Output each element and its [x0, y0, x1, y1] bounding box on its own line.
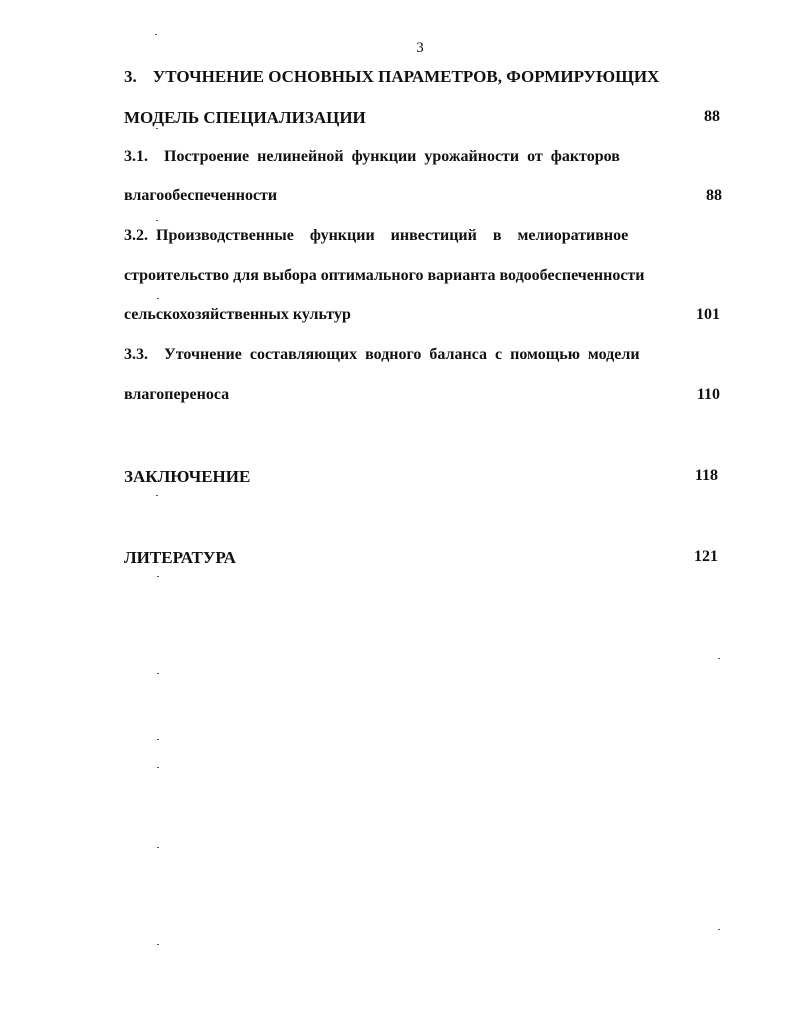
toc-section-3-2-line2[interactable] [124, 267, 645, 285]
toc-literature[interactable] [124, 548, 236, 568]
toc-conclusion-page: 118 [694, 467, 718, 484]
toc-conclusion[interactable] [124, 467, 250, 487]
toc-conclusion-title: ЗАКЛЮЧЕНИЕ [124, 467, 251, 486]
toc-chapter-3-number: 3. [124, 67, 137, 86]
scan-speck [718, 658, 720, 659]
toc-section-3-3-line1[interactable] [124, 346, 640, 364]
scan-speck [157, 576, 159, 577]
toc-section-3-2-page: 101 [696, 306, 720, 323]
scan-speck [157, 298, 159, 299]
scan-speck [156, 220, 158, 221]
scan-speck [718, 929, 720, 930]
toc-section-3-1-title-line2: влагообеспеченности [124, 187, 278, 204]
toc-section-3-2-title-line1: Производственные функции инвестиций в мелиоративное [156, 227, 629, 244]
scan-speck [157, 767, 159, 768]
toc-section-3-2-title-line3: сельскохозяйственных культур [124, 306, 351, 323]
toc-chapter-3-page: 88 [704, 108, 720, 125]
toc-section-3-3-title-line1: Уточнение составляющих водного баланса с помощью модели [164, 346, 640, 363]
scan-speck [157, 847, 159, 848]
scan-speck [155, 34, 157, 35]
toc-section-3-1-page: 88 [706, 187, 722, 204]
toc-literature-page: 121 [694, 548, 718, 565]
toc-section-3-3-page: 110 [696, 386, 720, 403]
page-number: 3 [416, 40, 424, 56]
scan-speck [157, 673, 159, 674]
toc-section-3-1-line2[interactable] [124, 187, 277, 205]
toc-section-3-1-line1[interactable] [124, 148, 620, 166]
toc-chapter-3-title-line2: МОДЕЛЬ СПЕЦИАЛИЗАЦИИ [124, 108, 366, 127]
scan-speck [156, 128, 158, 129]
toc-section-3-2-number: 3.2. [124, 227, 148, 244]
toc-chapter-3-title-line1: УТОЧНЕНИЕ ОСНОВНЫХ ПАРАМЕТРОВ, ФОРМИРУЮЩИХ [152, 67, 660, 86]
toc-section-3-2-line1[interactable] [124, 227, 628, 245]
toc-section-3-3-number: 3.3. [124, 346, 148, 363]
scan-speck [156, 495, 158, 496]
toc-literature-title: ЛИТЕРАТУРА [124, 548, 236, 567]
toc-section-3-1-number: 3.1. [124, 148, 148, 165]
scan-speck [157, 944, 159, 945]
toc-section-3-3-title-line2: влагопереноса [124, 386, 230, 403]
toc-chapter-3-line2[interactable] [124, 108, 366, 128]
toc-section-3-3-line2[interactable] [124, 386, 229, 404]
toc-chapter-3-line1[interactable] [124, 67, 659, 87]
toc-section-3-2-title-line2: строительство для выбора оптимального варианта водообеспеченности [124, 267, 645, 284]
scan-speck [157, 739, 159, 740]
toc-section-3-1-title-line1: Построение нелинейной функции урожайности от факторов [164, 148, 620, 165]
toc-section-3-2-line3[interactable] [124, 306, 351, 324]
